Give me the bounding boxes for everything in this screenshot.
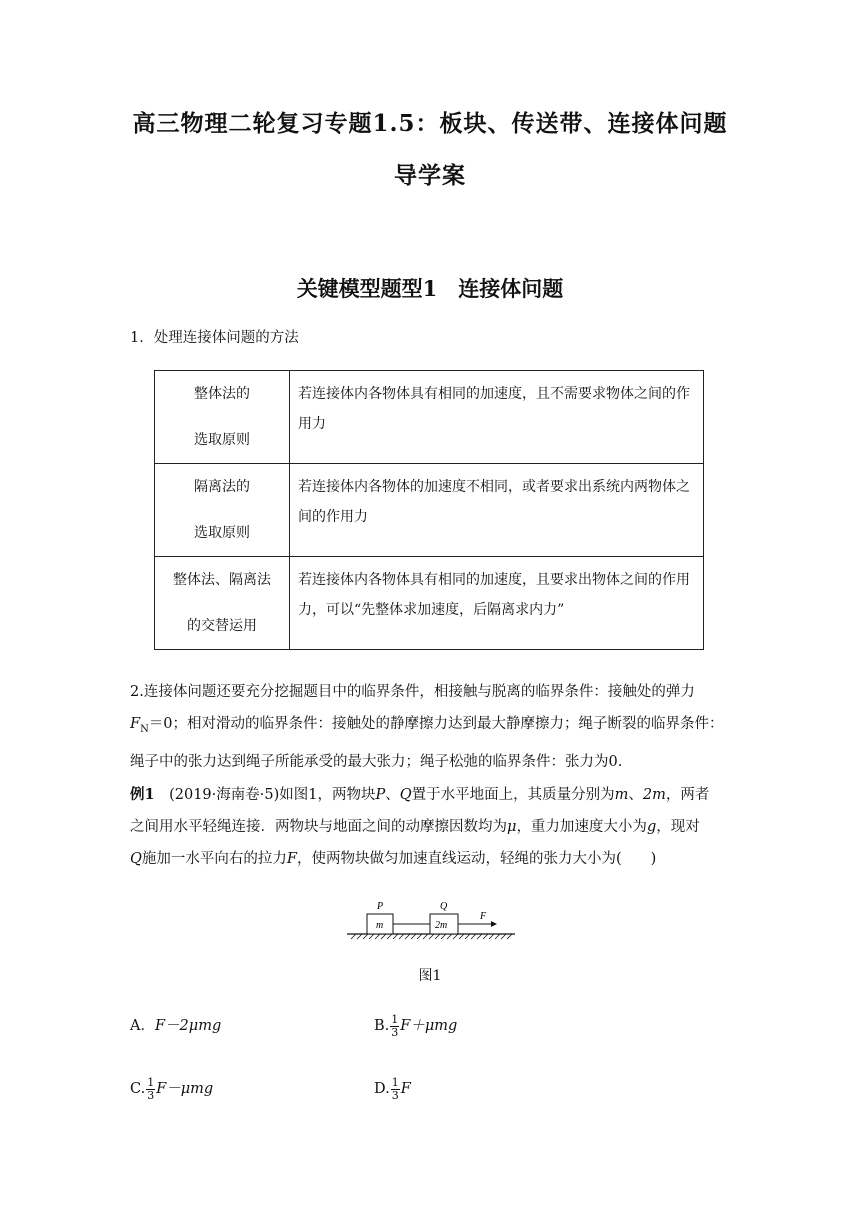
table-row bbox=[155, 557, 704, 650]
fraction bbox=[391, 1077, 400, 1102]
math-symbol: Q bbox=[399, 787, 412, 803]
fraction bbox=[390, 1014, 399, 1039]
method-name: 隔离法的 bbox=[194, 479, 250, 495]
text-run: ＝0；相对滑动的临界条件：接触处的静摩擦力达到最大静摩擦力；绳子断裂的临界条件： bbox=[148, 716, 724, 732]
math-symbol: Q bbox=[130, 851, 142, 867]
text-run: 、 bbox=[385, 787, 400, 803]
method-name: 的交替运用 bbox=[187, 618, 257, 634]
example-label: 例1 bbox=[130, 786, 155, 803]
methods-table bbox=[154, 370, 704, 650]
math-symbol: g bbox=[646, 819, 657, 835]
section-heading: 关键模型题型1 连接体问题 bbox=[296, 276, 564, 301]
fraction-numerator: 1 bbox=[147, 1075, 155, 1089]
method-desc: 若连接体内各物体具有相同的加速度，且要求出物体之间的作用力，可以“先整体求加速度，后隔离求内力” bbox=[290, 557, 704, 650]
table-row bbox=[155, 464, 704, 557]
fraction-denominator: 3 bbox=[147, 1088, 155, 1102]
option-d bbox=[374, 1073, 411, 1105]
fraction-numerator: 1 bbox=[391, 1075, 399, 1089]
item-2-line: 绳子中的张力达到绳子所能承受的最大张力；绳子松弛的临界条件：张力为0. bbox=[130, 753, 623, 770]
option-label: B. bbox=[374, 1018, 390, 1034]
method-name: 整体法的 bbox=[194, 386, 250, 402]
option-expression: F＋μmg bbox=[400, 1018, 458, 1034]
ground-hatching bbox=[351, 934, 512, 939]
option-c bbox=[130, 1073, 213, 1105]
text-run: ，使两物块做匀加速直线运动，轻绳的张力大小为( ) bbox=[296, 851, 657, 867]
method-name: 整体法、隔离法 bbox=[173, 572, 271, 588]
text-run: 之间用水平轻绳连接．两物块与地面之间的动摩擦因数均为 bbox=[130, 819, 507, 835]
label-force: F bbox=[480, 911, 487, 922]
method-name-cell bbox=[155, 371, 290, 464]
option-a bbox=[130, 1010, 221, 1042]
fraction bbox=[146, 1077, 155, 1102]
math-subscript: N bbox=[140, 723, 149, 735]
option-b bbox=[374, 1010, 457, 1042]
example-line bbox=[130, 811, 750, 843]
item-2-line bbox=[130, 708, 740, 746]
figure-1-diagram bbox=[345, 896, 520, 942]
method-desc: 若连接体内各物体具有相同的加速度，且不需要求物体之间的作用力 bbox=[290, 371, 704, 464]
table-row bbox=[155, 371, 704, 464]
method-name: 选取原则 bbox=[194, 525, 250, 541]
math-symbol: P bbox=[375, 787, 386, 803]
arrow-head-icon bbox=[491, 921, 497, 927]
option-expression: F bbox=[400, 1081, 411, 1097]
math-symbol: μ bbox=[507, 819, 517, 835]
document-title-line2: 导学案 bbox=[394, 162, 466, 189]
option-expression: F－2μmg bbox=[154, 1018, 222, 1034]
text-run: ，两者 bbox=[665, 787, 710, 803]
label-q: Q bbox=[440, 901, 448, 912]
option-expression: F－μmg bbox=[156, 1081, 214, 1097]
option-label: C. bbox=[130, 1081, 146, 1097]
fraction-denominator: 3 bbox=[391, 1088, 399, 1102]
method-name-cell bbox=[155, 557, 290, 650]
method-name-cell bbox=[155, 464, 290, 557]
example-line bbox=[130, 843, 750, 875]
math-symbol: 2m bbox=[642, 787, 666, 803]
method-desc: 若连接体内各物体的加速度不相同，或者要求出系统内两物体之间的作用力 bbox=[290, 464, 704, 557]
figure-caption: 图1 bbox=[418, 968, 442, 984]
math-symbol: F bbox=[286, 851, 297, 867]
option-label: D. bbox=[374, 1081, 390, 1097]
document-title-line1: 高三物理二轮复习专题1.5：板块、传送带、连接体问题 bbox=[132, 110, 728, 137]
text-run: 置于水平地面上，其质量分别为 bbox=[411, 787, 615, 803]
item-1-label: 1．处理连接体问题的方法 bbox=[130, 330, 299, 346]
text-run: 施加一水平向右的拉力 bbox=[141, 851, 287, 867]
label-mass-q: 2m bbox=[435, 920, 448, 931]
fraction-numerator: 1 bbox=[391, 1012, 399, 1026]
math-symbol: m bbox=[614, 787, 629, 803]
method-name: 选取原则 bbox=[194, 432, 250, 448]
example-1 bbox=[130, 779, 750, 875]
math-symbol: F bbox=[130, 716, 141, 732]
text-run: ，现对 bbox=[656, 819, 700, 835]
label-mass-p: m bbox=[376, 920, 384, 931]
option-label: A． bbox=[130, 1018, 155, 1034]
text-run: 、 bbox=[628, 787, 643, 803]
fraction-denominator: 3 bbox=[391, 1025, 399, 1039]
item-2-paragraph bbox=[130, 676, 740, 778]
label-p: P bbox=[377, 901, 384, 912]
example-line bbox=[130, 779, 750, 811]
text-run: ，重力加速度大小为 bbox=[516, 819, 647, 835]
text-run: (2019·海南卷·5)如图1，两物块 bbox=[154, 787, 376, 803]
item-2-line: 2.连接体问题还要充分挖掘题目中的临界条件，相接触与脱离的临界条件：接触处的弹力 bbox=[130, 684, 695, 700]
